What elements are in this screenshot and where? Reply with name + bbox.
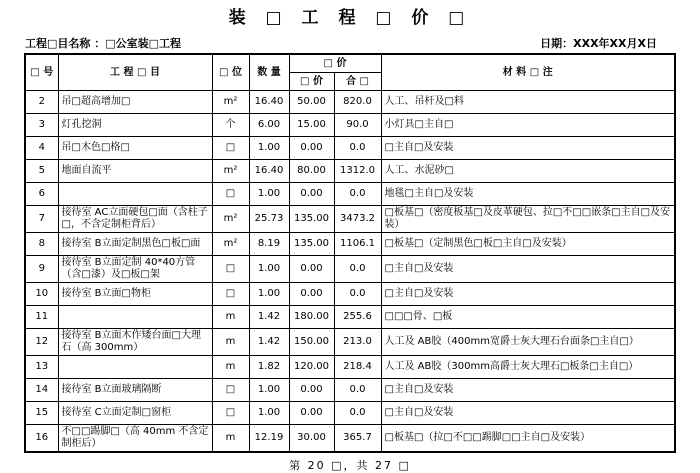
- cell-total: 3473.2: [334, 206, 381, 233]
- cell-unit: □: [212, 283, 249, 306]
- table-row: [25, 160, 675, 183]
- cell-materials: □主自□及安装: [381, 283, 675, 306]
- cell-materials: 人工、水泥砂□: [381, 160, 675, 183]
- cell-total: 218.4: [334, 356, 381, 379]
- cell-materials: 人工及 AB胶（400mm宽爵士灰大理石台面条□主自□）: [381, 329, 675, 356]
- cell-no: 4: [25, 137, 58, 160]
- header-materials: 材 料 □ 注: [381, 54, 675, 91]
- cell-no: 11: [25, 306, 58, 329]
- cell-no: 12: [25, 329, 58, 356]
- cell-unit: m: [212, 356, 249, 379]
- cell-no: 7: [25, 206, 58, 233]
- cell-total: 0.0: [334, 283, 381, 306]
- cell-qty: 16.40: [249, 91, 289, 114]
- cell-qty: 1.00: [249, 183, 289, 206]
- table-row: [25, 137, 675, 160]
- cell-materials: □主自□及安装: [381, 402, 675, 425]
- cell-no: 3: [25, 114, 58, 137]
- cell-qty: 1.00: [249, 256, 289, 283]
- cell-item: 吊□超高增加□: [58, 91, 212, 114]
- cell-item: 接待室 B立面□物柜: [58, 283, 212, 306]
- cell-materials: □主自□及安装: [381, 137, 675, 160]
- cell-qty: 1.00: [249, 402, 289, 425]
- cell-qty: 1.00: [249, 283, 289, 306]
- date-label: 日期：XXX年XX月X日: [540, 37, 657, 50]
- quote-table: [24, 53, 676, 453]
- cell-materials: 人工、吊杆及□料: [381, 91, 675, 114]
- cell-unit-price: 15.00: [289, 114, 334, 137]
- cell-item: 接待室 B立面定制 40*40方管（含□漆）及□板□架: [58, 256, 212, 283]
- cell-no: 10: [25, 283, 58, 306]
- table-row: [25, 356, 675, 379]
- cell-materials: □□□骨、□板: [381, 306, 675, 329]
- cell-total: 0.0: [334, 379, 381, 402]
- cell-unit-price: 0.00: [289, 137, 334, 160]
- page-title: 装 □ 工 程 □ 价 □: [228, 8, 472, 28]
- cell-unit: 个: [212, 114, 249, 137]
- table-row: [25, 306, 675, 329]
- cell-unit-price: 50.00: [289, 91, 334, 114]
- cell-no: 9: [25, 256, 58, 283]
- cell-total: 90.0: [334, 114, 381, 137]
- cell-total: 0.0: [334, 402, 381, 425]
- cell-no: 14: [25, 379, 58, 402]
- cell-unit: m²: [212, 206, 249, 233]
- cell-item: 吊□木色□格□: [58, 137, 212, 160]
- cell-unit: m²: [212, 91, 249, 114]
- table-row: [25, 114, 675, 137]
- cell-unit-price: 0.00: [289, 402, 334, 425]
- cell-unit: □: [212, 183, 249, 206]
- cell-unit-price: 135.00: [289, 206, 334, 233]
- info-row: [25, 35, 675, 51]
- table-row: [25, 233, 675, 256]
- header-unit-price: □ 价: [289, 73, 334, 91]
- cell-no: 16: [25, 425, 58, 453]
- cell-materials: 人工及 AB胶（300mm高爵士灰大理石□板条□主自□）: [381, 356, 675, 379]
- cell-qty: 6.00: [249, 114, 289, 137]
- cell-total: 255.6: [334, 306, 381, 329]
- cell-materials: 小灯具□主自□: [381, 114, 675, 137]
- table-row: [25, 402, 675, 425]
- cell-unit: □: [212, 402, 249, 425]
- cell-no: 5: [25, 160, 58, 183]
- cell-unit: m²: [212, 233, 249, 256]
- cell-item: [58, 306, 212, 329]
- cell-unit-price: 0.00: [289, 183, 334, 206]
- table-row: [25, 425, 675, 453]
- cell-qty: 1.42: [249, 306, 289, 329]
- cell-no: 2: [25, 91, 58, 114]
- cell-materials: □板基□（密度板基□及皮革硬包、拉□不□□嵌条□主自□及安装）: [381, 206, 675, 233]
- cell-total: 213.0: [334, 329, 381, 356]
- cell-unit-price: 150.00: [289, 329, 334, 356]
- cell-unit: m: [212, 329, 249, 356]
- header-qty: 数 量: [249, 54, 289, 91]
- table-row: [25, 256, 675, 283]
- cell-total: 820.0: [334, 91, 381, 114]
- cell-qty: 12.19: [249, 425, 289, 453]
- cell-total: 0.0: [334, 137, 381, 160]
- cell-qty: 1.00: [249, 137, 289, 160]
- cell-item: 灯孔挖洞: [58, 114, 212, 137]
- cell-item: 地面自流平: [58, 160, 212, 183]
- cell-materials: □板基□（定制黑色□板□主自□及安装）: [381, 233, 675, 256]
- cell-qty: 1.00: [249, 379, 289, 402]
- cell-item: [58, 356, 212, 379]
- cell-no: 6: [25, 183, 58, 206]
- cell-qty: 8.19: [249, 233, 289, 256]
- cell-total: 1106.1: [334, 233, 381, 256]
- cell-materials: 地毯□主自□及安装: [381, 183, 675, 206]
- cell-unit-price: 120.00: [289, 356, 334, 379]
- cell-unit: m: [212, 425, 249, 453]
- header-total-price: 合 □: [334, 73, 381, 91]
- cell-unit-price: 0.00: [289, 283, 334, 306]
- cell-materials: □主自□及安装: [381, 256, 675, 283]
- cell-item: 接待室 C立面定制□窗柜: [58, 402, 212, 425]
- table-row: [25, 91, 675, 114]
- cell-no: 13: [25, 356, 58, 379]
- cell-unit: □: [212, 256, 249, 283]
- header-item: 工 程 □ 目: [58, 54, 212, 91]
- table-row: [25, 379, 675, 402]
- cell-unit: m²: [212, 160, 249, 183]
- cell-total: 0.0: [334, 183, 381, 206]
- table-row: [25, 206, 675, 233]
- table-body: [25, 91, 675, 453]
- cell-no: 8: [25, 233, 58, 256]
- cell-unit-price: 0.00: [289, 256, 334, 283]
- header-unit: □ 位: [212, 54, 249, 91]
- project-name-label: 工程□目名称 ：□公室装□工程: [25, 37, 182, 50]
- cell-item: 接待室 AC立面硬包□面（含柱子□，不含定制柜背后）: [58, 206, 212, 233]
- cell-materials: □板基□（拉□不□□踢脚□□主自□及安装）: [381, 425, 675, 453]
- cell-item: 接待室 B立面木作矮台面□大理石（高 300mm）: [58, 329, 212, 356]
- cell-unit: m: [212, 306, 249, 329]
- cell-qty: 1.42: [249, 329, 289, 356]
- cell-unit: □: [212, 137, 249, 160]
- cell-unit: □: [212, 379, 249, 402]
- cell-qty: 1.82: [249, 356, 289, 379]
- cell-unit-price: 180.00: [289, 306, 334, 329]
- table-row: [25, 329, 675, 356]
- cell-qty: 16.40: [249, 160, 289, 183]
- cell-no: 15: [25, 402, 58, 425]
- cell-total: 0.0: [334, 256, 381, 283]
- header-price-group: □ 价: [289, 54, 381, 73]
- cell-total: 365.7: [334, 425, 381, 453]
- cell-item: 不□□踢脚□（高 40mm 不含定制柜后）: [58, 425, 212, 453]
- cell-item: 接待室 B立面定制黑色□板□面: [58, 233, 212, 256]
- cell-item: 接待室 B立面玻璃隔断: [58, 379, 212, 402]
- page-number: 第 20 □，共 27 □: [289, 459, 411, 472]
- cell-materials: □主自□及安装: [381, 379, 675, 402]
- cell-total: 1312.0: [334, 160, 381, 183]
- cell-unit-price: 80.00: [289, 160, 334, 183]
- cell-unit-price: 30.00: [289, 425, 334, 453]
- table-header: [25, 54, 675, 91]
- cell-unit-price: 0.00: [289, 379, 334, 402]
- table-row: [25, 183, 675, 206]
- table-row: [25, 283, 675, 306]
- header-no: □ 号: [25, 54, 58, 91]
- cell-item: [58, 183, 212, 206]
- cell-unit-price: 135.00: [289, 233, 334, 256]
- cell-qty: 25.73: [249, 206, 289, 233]
